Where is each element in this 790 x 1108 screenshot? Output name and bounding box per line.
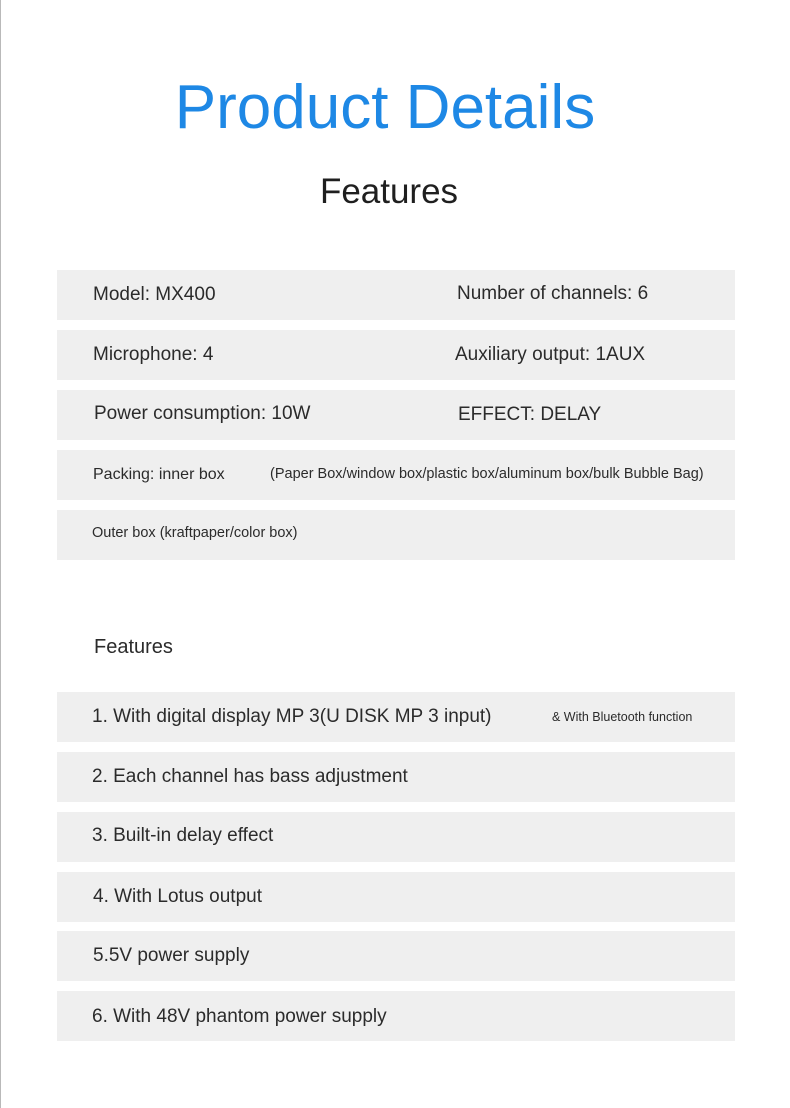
spec-row-microphone [57, 330, 735, 380]
page-title: Product Details [174, 73, 596, 142]
feature-text: 2. Each channel has bass adjustment [92, 766, 408, 787]
feature-text: 1. With digital display MP 3(U DISK MP 3 input) [92, 706, 492, 727]
feature-text: 6. With 48V phantom power supply [92, 1006, 387, 1027]
spec-power: Power consumption: 10W [94, 403, 311, 424]
feature-text: 4. With Lotus output [93, 886, 262, 907]
spec-row-model [57, 270, 735, 320]
feature-note: & With Bluetooth function [552, 710, 693, 724]
feature-item [57, 872, 735, 922]
feature-item [57, 692, 735, 742]
features-heading: Features [94, 636, 173, 658]
spec-aux-output: Auxiliary output: 1AUX [455, 344, 646, 365]
page-left-border [0, 0, 1, 1108]
spec-outer-box: Outer box (kraftpaper/color box) [92, 525, 298, 541]
feature-item [57, 931, 735, 981]
spec-microphone: Microphone: 4 [93, 344, 214, 365]
feature-text: 5.5V power supply [93, 945, 250, 966]
feature-item [57, 812, 735, 862]
spec-row-outer-box [57, 510, 735, 560]
spec-packing: Packing: inner box [93, 466, 225, 483]
feature-item [57, 991, 735, 1041]
spec-row-power [57, 390, 735, 440]
spec-channels: Number of channels: 6 [457, 283, 649, 304]
spec-model: Model: MX400 [93, 284, 216, 305]
spec-effect: EFFECT: DELAY [458, 404, 602, 425]
spec-packing-options: (Paper Box/window box/plastic box/aluminum box/bulk Bubble Bag) [270, 466, 704, 482]
page-subtitle: Features [319, 172, 459, 211]
spec-row-packing [57, 450, 735, 500]
feature-text: 3. Built-in delay effect [92, 825, 274, 846]
feature-item [57, 752, 735, 802]
